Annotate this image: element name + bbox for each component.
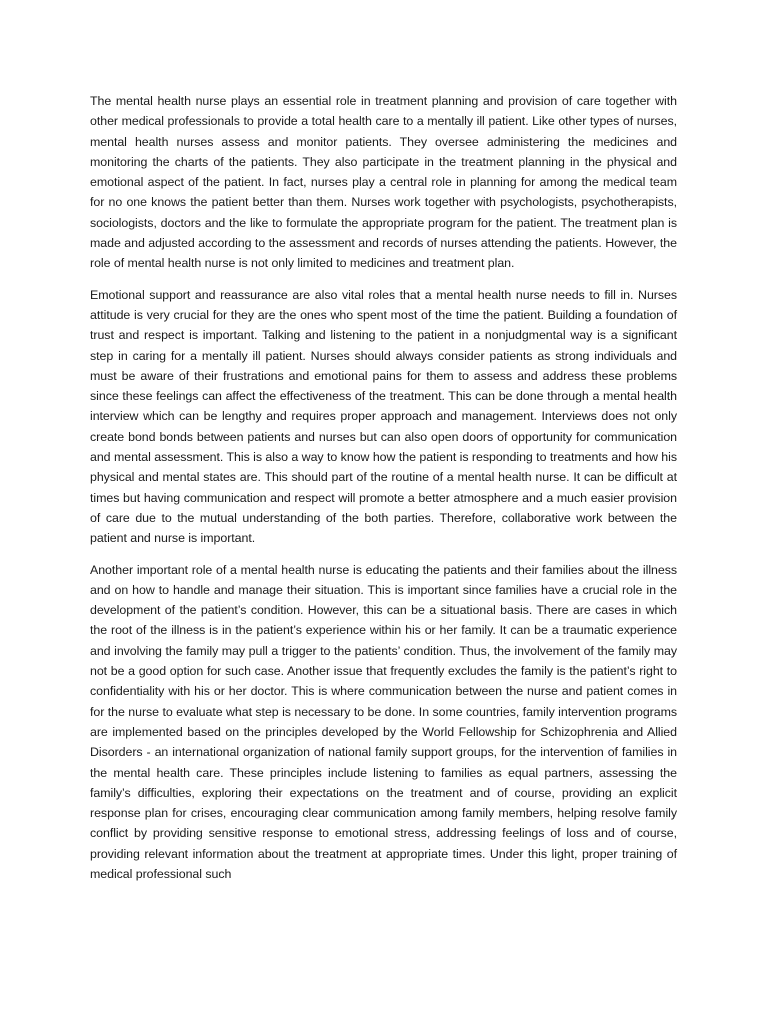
paragraph-1: The mental health nurse plays an essential role in treatment planning and provision of care together with other medical professionals to provide a total health care to a mentally ill patient. Like other types of nurses, mental health nurses assess and monitor patients. They oversee administering the medicines and monitoring the charts of the patients. They also participate in the treatment planning in the physical and emotional aspect of the patient. In fact, nurses play a central role in planning for among the medical team for no one knows the patient better than them. Nurses work together with psychologists, psychotherapists, sociologists, doctors and the like to formulate the appropriate program for the patient. The treatment plan is made and adjusted according to the assessment and records of nurses attending the patients. However, the role of mental health nurse is not only limited to medicines and treatment plan. <box>90 94 677 271</box>
paragraph-2: Emotional support and reassurance are also vital roles that a mental health nurse needs to fill in. Nurses attitude is very crucial for they are the ones who spent most of the time the patient. Building a foundation of trust and respect is important. Talking and listening to the patient in a nonjudgmental way is a significant step in caring for a mentally ill patient. Nurses should always consider patients as strong individuals and must be aware of their frustrations and emotional pains for them to assess and address these problems since these feelings can affect the effectiveness of the treatment. This can be done through a mental health interview which can be lengthy and requires proper approach and management. Interviews does not only create bond bonds between patients and nurses but can also open doors of opportunity for communication and mental assessment. This is also a way to know how the patient is responding to treatments and how his physical and mental states are. This should part of the routine of a mental health nurse. It can be difficult at times but having communication and respect will promote a better atmosphere and a much easier provision of care due to the mutual understanding of the both parties. Therefore, collaborative work between the patient and nurse is important. <box>90 287 677 546</box>
document-page <box>90 91 677 895</box>
paragraph-3: Another important role of a mental health nurse is educating the patients and their families about the illness and on how to handle and manage their situation. This is important since families have a crucial role in the development of the patient’s condition. However, this can be a situational basis. There are cases in which the root of the illness is in the patient’s experience within his or her family. It can be a traumatic experience and involving the family may pull a trigger to the patients’ condition. Thus, the involvement of the family may not be a good option for such case. Another issue that frequently excludes the family is the patient’s right to confidentiality with his or her doctor. This is where communication between the nurse and patient comes in for the nurse to evaluate what step is necessary to be done. In some countries, family intervention programs are implemented based on the principles developed by the World Fellowship for Schizophrenia and Allied Disorders - an international organization of national family support groups, for the intervention of families in the mental health care. These principles include listening to families as equal partners, assessing the family’s difficulties, exploring their expectations on the treatment and of course, providing an explicit response plan for crises, encouraging clear communication among family members, helping resolve family conflict by providing sensitive response to emotional stress, addressing feelings of loss and of course, providing relevant information about the treatment at appropriate times. Under this light, proper training of medical professional such <box>90 562 677 881</box>
